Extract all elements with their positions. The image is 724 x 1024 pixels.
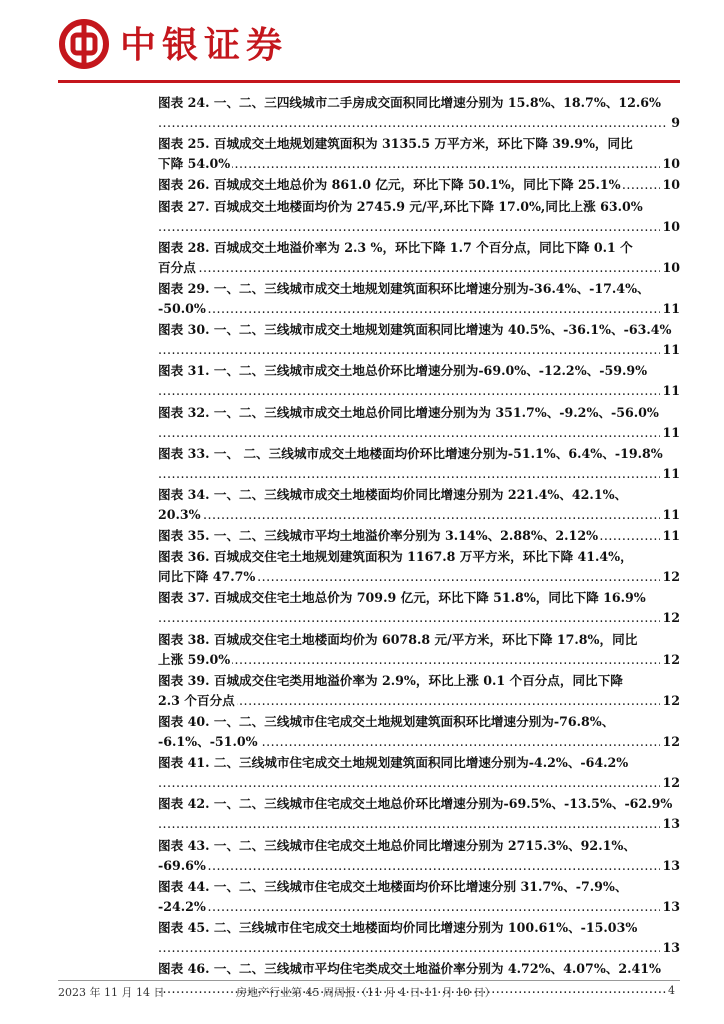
toc-entry[interactable] xyxy=(158,279,680,319)
toc-entry-title: 图表 34. 一、二、三线城市成交土地楼面均价同比增速分别为 221.4%、42.1%、 xyxy=(158,486,628,502)
footer-page-number: 4 xyxy=(668,984,675,997)
dot-leader xyxy=(158,381,666,401)
table-of-figures xyxy=(158,93,680,1000)
dot-leader xyxy=(158,505,666,525)
toc-entry[interactable] xyxy=(158,753,680,793)
toc-page-number: 13 xyxy=(660,856,680,876)
dot-leader xyxy=(158,897,666,917)
toc-page-number: 12 xyxy=(660,732,680,752)
toc-entry-continuation: 百分点 xyxy=(158,259,196,275)
dot-leader xyxy=(158,650,666,670)
toc-page-number: 11 xyxy=(660,299,680,319)
toc-leader-line xyxy=(158,608,680,628)
toc-entry[interactable] xyxy=(158,836,680,876)
toc-page-number: 11 xyxy=(660,423,680,443)
toc-leader-line xyxy=(158,567,680,587)
dot-leader xyxy=(158,464,666,484)
toc-entry-title: 图表 39. 百城成交住宅类用地溢价率为 2.9%，环比上涨 0.1 个百分点，同比下降 xyxy=(158,672,623,688)
toc-entry[interactable] xyxy=(158,444,680,484)
toc-entry-continuation: 上涨 59.0% xyxy=(158,651,231,667)
dot-leader xyxy=(158,773,666,793)
toc-page-number: 12 xyxy=(660,608,680,628)
toc-entry-continuation: 2.3 个百分点 xyxy=(158,692,235,708)
page-header xyxy=(0,0,724,82)
toc-page-number: 12 xyxy=(660,691,680,711)
dot-leader xyxy=(158,814,666,834)
toc-entry-title: 图表 37. 百城成交住宅土地总价为 709.9 亿元，环比下降 51.8%，同比下降 16.9% xyxy=(158,590,646,606)
toc-entry-title: 图表 32. 一、二、三线城市成交土地总价同比增速分别为为 351.7%、-9.2%、-56.0% xyxy=(158,404,659,420)
toc-entry-title: 图表 24. 一、二、三四线城市二手房成交面积同比增速分别为 15.8%、18.7%、12.6% xyxy=(158,95,662,110)
toc-leader-line xyxy=(158,856,680,876)
toc-entry[interactable] xyxy=(158,485,680,525)
toc-entry-title: 图表 45. 二、三线城市住宅成交土地楼面均价同比增速分别为 100.61%、-15.03% xyxy=(158,919,638,935)
toc-page-number: 11 xyxy=(660,381,680,401)
toc-entry-continuation: 图表 35. 一、二、三线城市平均土地溢价率分别为 3.14%、2.88%、2.12% xyxy=(158,528,599,544)
header-divider xyxy=(58,80,680,83)
toc-entry[interactable] xyxy=(158,526,680,546)
toc-leader-line xyxy=(158,423,680,443)
toc-leader-line xyxy=(158,650,680,670)
toc-entry[interactable] xyxy=(158,547,680,587)
toc-leader-line xyxy=(158,113,680,133)
dot-leader xyxy=(158,938,666,958)
dot-leader xyxy=(158,340,666,360)
toc-entry-title: 图表 33. 一、 二、三线城市成交土地楼面均价环比增速分别为-51.1%、6.4%、-19.8% xyxy=(158,445,663,461)
toc-leader-line xyxy=(158,381,680,401)
toc-page-number: 11 xyxy=(660,340,680,360)
toc-entry[interactable] xyxy=(158,175,680,195)
toc-page-number: 12 xyxy=(660,650,680,670)
toc-entry-title: 图表 41. 二、三线城市住宅成交土地规划建筑面积同比增速分别为-4.2%、-64.2% xyxy=(158,755,629,771)
toc-page-number: 12 xyxy=(660,567,680,587)
toc-leader-line xyxy=(158,464,680,484)
toc-entry[interactable] xyxy=(158,671,680,711)
toc-leader-line xyxy=(158,938,680,958)
toc-page-number: 10 xyxy=(660,258,680,278)
toc-entry-title: 图表 30. 一、二、三线城市成交土地规划建筑面积同比增速为 40.5%、-36.1%、-63.4% xyxy=(158,322,672,338)
dot-leader xyxy=(158,258,666,278)
toc-entry[interactable] xyxy=(158,134,680,174)
toc-entry[interactable] xyxy=(158,794,680,834)
toc-leader-line xyxy=(158,299,680,319)
toc-entry-title: 图表 28. 百城成交土地溢价率为 2.3 %，环比下降 1.7 个百分点，同比下降 0.1 个 xyxy=(158,239,633,255)
toc-entry-continuation: -6.1%、-51.0% xyxy=(158,734,258,749)
toc-entry[interactable] xyxy=(158,877,680,917)
toc-page-number: 13 xyxy=(660,938,680,958)
toc-entry-title: 图表 27. 百城成交土地楼面均价为 2745.9 元/平,环比下降 17.0%,同比上涨 63.0% xyxy=(158,198,643,214)
toc-leader-line xyxy=(158,258,680,278)
toc-entry-title: 图表 29. 一、二、三线城市成交土地规划建筑面积环比增速分别为-36.4%、-17.4%、 xyxy=(158,280,650,296)
toc-entry-title: 图表 43. 一、二、三线城市住宅成交土地总价同比增速分别为 2715.3%、92.1%、 xyxy=(158,837,636,853)
toc-entry-title: 图表 40. 一、二、三线城市住宅成交土地规划建筑面积环比增速分别为-76.8%、 xyxy=(158,714,615,729)
toc-entry-title: 图表 44. 一、二、三线城市住宅成交土地楼面均价环比增速分别 31.7%、-7.9%、 xyxy=(158,878,628,894)
dot-leader xyxy=(158,856,666,876)
toc-entry-continuation: -69.6% xyxy=(158,857,206,873)
toc-entry-continuation: -50.0% xyxy=(158,300,206,316)
toc-entry-title: 图表 38. 百城成交住宅土地楼面均价为 6078.8 元/平方米，环比下降 17.8%，同比 xyxy=(158,631,638,647)
dot-leader xyxy=(158,423,666,443)
toc-page-number: 12 xyxy=(660,773,680,793)
toc-leader-line xyxy=(158,526,680,546)
toc-page-number: 10 xyxy=(660,154,680,174)
dot-leader xyxy=(158,113,666,133)
dot-leader xyxy=(158,154,666,174)
toc-entry-title: 图表 36. 百城成交住宅土地规划建筑面积为 1167.8 万平方米，环比下降 41.4%， xyxy=(158,549,633,565)
toc-leader-line xyxy=(158,773,680,793)
toc-entry[interactable] xyxy=(158,197,680,237)
toc-entry-continuation: -24.2% xyxy=(158,898,206,914)
toc-page-number: 13 xyxy=(660,814,680,834)
bank-of-china-logo-icon xyxy=(58,18,110,70)
toc-leader-line xyxy=(158,732,680,752)
toc-entry[interactable] xyxy=(158,238,680,278)
toc-entry-title: 图表 46. 一、二、三线城市平均住宅类成交土地溢价率分别为 4.72%、4.07%、2.41% xyxy=(158,961,662,977)
toc-entry[interactable] xyxy=(158,320,680,360)
toc-entry-continuation: 20.3% xyxy=(158,506,201,522)
toc-leader-line xyxy=(158,217,680,237)
toc-entry-continuation: 同比下降 47.7% xyxy=(158,569,256,585)
toc-page-number: 11 xyxy=(660,526,680,546)
toc-page-number: 11 xyxy=(660,505,680,525)
toc-leader-line xyxy=(158,340,680,360)
toc-leader-line xyxy=(158,691,680,711)
toc-leader-line xyxy=(158,505,680,525)
toc-entry-continuation: 图表 26. 百城成交土地总价为 861.0 亿元，环比下降 50.1%，同比下降 25.1% xyxy=(158,177,621,193)
dot-leader xyxy=(158,608,666,628)
toc-entry-continuation: 下降 54.0% xyxy=(158,156,231,172)
toc-leader-line xyxy=(158,897,680,917)
toc-page-number: 13 xyxy=(660,897,680,917)
toc-entry[interactable] xyxy=(158,630,680,670)
dot-leader xyxy=(158,217,666,237)
toc-page-number: 11 xyxy=(660,464,680,484)
dot-leader xyxy=(158,299,666,319)
toc-entry[interactable] xyxy=(158,403,680,443)
toc-leader-line xyxy=(158,175,680,195)
toc-page-number: 9 xyxy=(669,113,680,133)
toc-leader-line xyxy=(158,814,680,834)
toc-leader-line xyxy=(158,154,680,174)
toc-entry[interactable] xyxy=(158,588,680,628)
toc-entry[interactable] xyxy=(158,361,680,401)
footer-divider xyxy=(58,980,680,981)
toc-entry[interactable] xyxy=(158,93,680,133)
footer-report-title: 房地产行业第 45 周周报（11 月 4 日-11 月 10 日） xyxy=(236,986,496,999)
toc-entry-title: 图表 42. 一、二、三线城市住宅成交土地总价环比增速分别为-69.5%、-13.5%、-62.9% xyxy=(158,796,673,812)
toc-entry[interactable] xyxy=(158,712,680,752)
toc-page-number: 10 xyxy=(660,175,680,195)
brand-name: 中银证券 xyxy=(120,25,289,66)
toc-entry-title: 图表 31. 一、二、三线城市成交土地总价环比增速分别为-69.0%、-12.2%、-59.9% xyxy=(158,363,648,379)
toc-entry[interactable] xyxy=(158,918,680,958)
toc-entry-title: 图表 25. 百城成交土地规划建筑面积为 3135.5 万平方米，环比下降 39.9%，同比 xyxy=(158,136,633,152)
footer-date: 2023 年 11 月 14 日 xyxy=(58,986,165,999)
toc-page-number: 10 xyxy=(660,217,680,237)
